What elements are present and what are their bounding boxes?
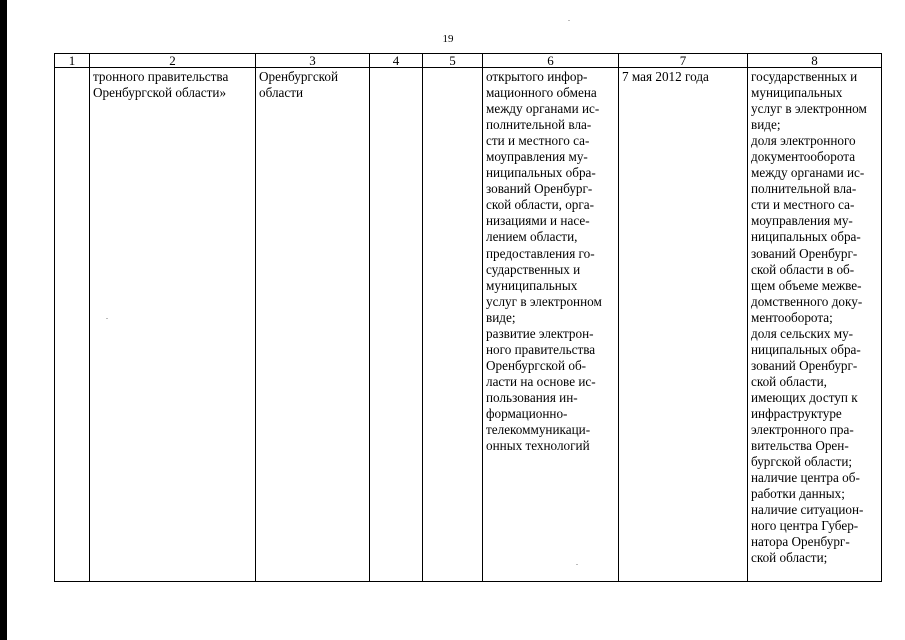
cell-text-line: Оренбургской bbox=[259, 69, 339, 84]
cell-text-line: сти и местного са- bbox=[751, 197, 855, 213]
column-number-4: 4 bbox=[370, 54, 423, 68]
cell-text-line: ниципальных обра- bbox=[751, 341, 861, 357]
cell-text-line: муниципальных bbox=[751, 85, 843, 101]
cell-text-line: открытого инфор- bbox=[486, 69, 588, 84]
cell-col7 bbox=[619, 68, 748, 582]
cell-text-line: низациями и насе- bbox=[486, 213, 590, 229]
column-number-5: 5 bbox=[423, 54, 483, 68]
cell-text-line: пользования ин- bbox=[486, 389, 578, 405]
cell-text-line: доля сельских му- bbox=[751, 325, 854, 341]
cell-col6 bbox=[483, 68, 619, 582]
cell-text-line: документооборота bbox=[751, 149, 856, 165]
cell-text-line: тронного правительства bbox=[93, 69, 229, 84]
cell-text-line: моуправления му- bbox=[751, 213, 853, 229]
table-row bbox=[55, 68, 882, 582]
cell-text-line: ской области, орга- bbox=[486, 197, 595, 213]
column-number-1: 1 bbox=[55, 54, 90, 68]
cell-text-line: телекоммуникаци- bbox=[486, 422, 591, 438]
cell-text-line: полнительной вла- bbox=[751, 181, 857, 197]
page-number: 19 bbox=[442, 33, 454, 45]
cell-text-line: услуг в электронном bbox=[486, 293, 602, 309]
cell-text-line: Оренбургской об- bbox=[486, 357, 587, 373]
scan-speck bbox=[576, 564, 578, 565]
cell-text-line: ской области; bbox=[751, 550, 828, 566]
cell-text-line: доля электронного bbox=[751, 133, 856, 149]
cell-text-line: предоставления го- bbox=[486, 245, 595, 261]
column-number-6: 6 bbox=[483, 54, 619, 68]
cell-text-line: лением области, bbox=[486, 229, 578, 245]
cell-col3 bbox=[256, 68, 370, 582]
cell-text-line: 7 мая 2012 года bbox=[622, 69, 709, 84]
cell-text-line: формационно- bbox=[486, 405, 568, 421]
scan-speck bbox=[106, 318, 108, 319]
cell-text-line: ской области, bbox=[751, 373, 827, 389]
cell-col1 bbox=[55, 68, 90, 582]
cell-text-line: наличие ситуацион- bbox=[751, 502, 864, 518]
table-header-row bbox=[55, 54, 882, 68]
cell-text-line: развитие электрон- bbox=[486, 325, 594, 341]
cell-text-line: щем объеме межве- bbox=[751, 277, 862, 293]
cell-col5 bbox=[423, 68, 483, 582]
cell-text-line: онных технологий bbox=[486, 438, 590, 454]
column-number-7: 7 bbox=[619, 54, 748, 68]
cell-col2 bbox=[90, 68, 256, 582]
cell-text-line: ласти на основе ис- bbox=[486, 373, 596, 389]
cell-text-line: мационного обмена bbox=[486, 85, 597, 101]
cell-text-line: области bbox=[259, 85, 304, 101]
cell-text-line: ниципальных обра- bbox=[486, 165, 596, 181]
cell-text-line: инфраструктуре bbox=[751, 405, 842, 421]
cell-text-line: сти и местного са- bbox=[486, 133, 590, 149]
cell-text-line: зований Оренбург- bbox=[486, 181, 593, 197]
cell-col4 bbox=[370, 68, 423, 582]
scan-edge-bar bbox=[0, 0, 7, 640]
cell-text-line: услуг в электронном bbox=[751, 101, 867, 117]
column-number-8: 8 bbox=[748, 54, 882, 68]
cell-text-line: государственных и bbox=[751, 69, 858, 84]
cell-text-line: между органами ис- bbox=[486, 101, 600, 117]
cell-text-line: бургской области; bbox=[751, 454, 853, 470]
cell-text-line: натора Оренбург- bbox=[751, 534, 850, 550]
cell-text-line: ской области в об- bbox=[751, 261, 855, 277]
cell-text-line: ного центра Губер- bbox=[751, 518, 859, 534]
cell-text-line: зований Оренбург- bbox=[751, 357, 858, 373]
cell-text-line: наличие центра об- bbox=[751, 470, 860, 486]
column-number-2: 2 bbox=[90, 54, 256, 68]
cell-text-line: ниципальных обра- bbox=[751, 229, 861, 245]
cell-text-line: полнительной вла- bbox=[486, 117, 592, 133]
cell-text-line: сударственных и bbox=[486, 261, 581, 277]
scan-speck bbox=[568, 20, 570, 21]
cell-text-line: вительства Орен- bbox=[751, 438, 849, 454]
cell-text-line: домственного доку- bbox=[751, 293, 863, 309]
cell-text-line: ментооборота; bbox=[751, 309, 833, 325]
document-table bbox=[54, 53, 882, 582]
cell-text-line: Оренбургской области» bbox=[93, 85, 227, 101]
cell-text-line: виде; bbox=[751, 117, 781, 133]
cell-text-line: имеющих доступ к bbox=[751, 389, 858, 405]
cell-text-line: электронного пра- bbox=[751, 422, 854, 438]
cell-text-line: ного правительства bbox=[486, 341, 596, 357]
cell-col8 bbox=[748, 68, 882, 582]
cell-text-line: работки данных; bbox=[751, 486, 845, 502]
cell-text-line: зований Оренбург- bbox=[751, 245, 858, 261]
cell-text-line: между органами ис- bbox=[751, 165, 865, 181]
cell-text-line: моуправления му- bbox=[486, 149, 588, 165]
cell-text-line: виде; bbox=[486, 309, 516, 325]
column-number-3: 3 bbox=[256, 54, 370, 68]
cell-text-line: муниципальных bbox=[486, 277, 578, 293]
